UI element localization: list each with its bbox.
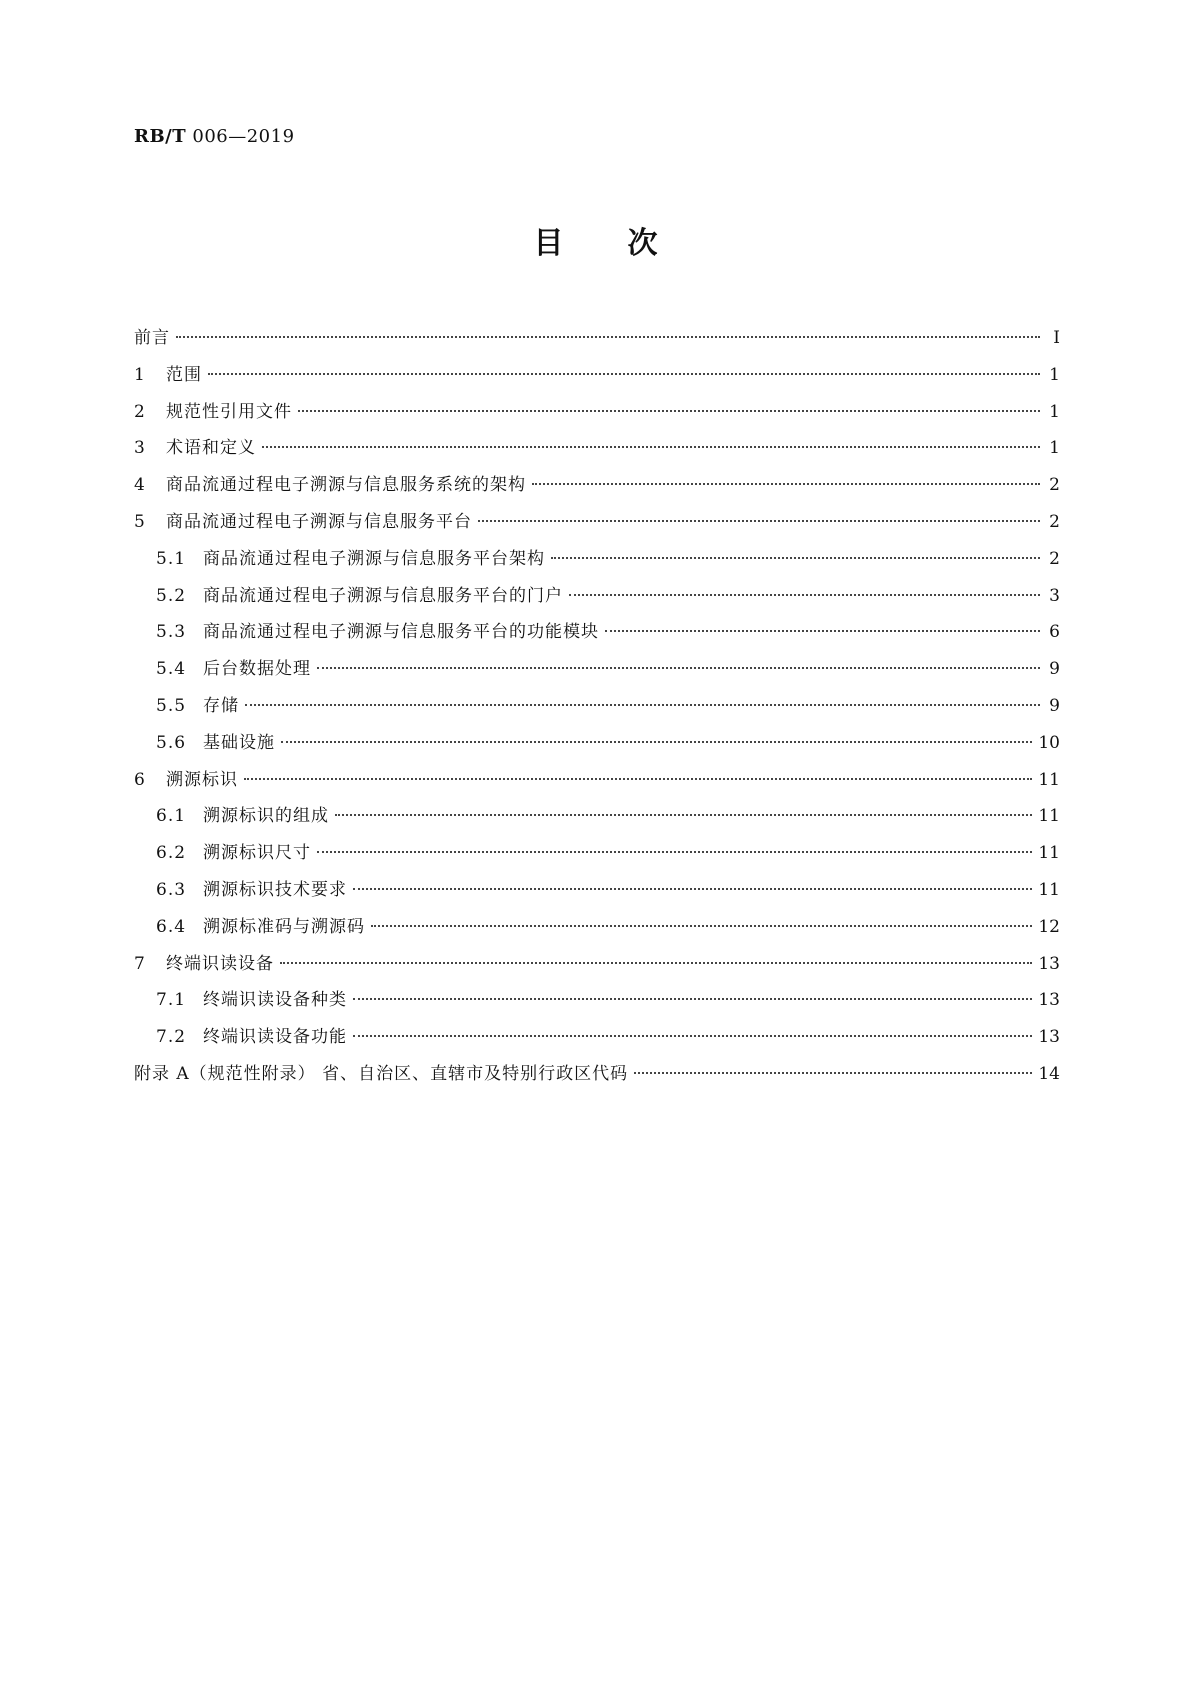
toc-entry-title: 附录 A（规范性附录） 省、自治区、直辖市及特别行政区代码 (134, 1063, 629, 1084)
toc-entry-number: 5.6 (156, 732, 187, 753)
toc-entry[interactable] (134, 547, 1060, 584)
document-code-number: 006—2019 (186, 126, 295, 147)
toc-entry-title: 前言 (134, 328, 170, 348)
toc-entry-row (134, 804, 1060, 828)
toc-dot-leader (551, 556, 1040, 559)
toc-entry-row (134, 841, 1060, 865)
toc-entry-row (134, 878, 1060, 902)
toc-dot-leader (262, 445, 1040, 448)
toc-entry-page: 1 (1049, 438, 1060, 459)
toc-entry-row (134, 988, 1060, 1012)
document-code (134, 126, 295, 147)
toc-entry-number: 6.3 (156, 879, 187, 900)
toc-dot-leader (317, 666, 1040, 669)
toc-entry-title: 商品流通过程电子溯源与信息服务平台的功能模块 (203, 622, 599, 643)
toc-entry-title: 术语和定义 (166, 438, 256, 459)
toc-entry-number: 1 (134, 364, 146, 385)
toc-dot-leader (298, 409, 1040, 412)
toc-dot-leader (532, 482, 1040, 485)
toc-entry-page: 11 (1038, 879, 1060, 900)
toc-entry-page: 2 (1049, 475, 1060, 496)
toc-entry-title: 溯源标识技术要求 (203, 879, 347, 900)
page-title-char-1: 目 (533, 226, 564, 261)
toc-entry[interactable] (134, 694, 1060, 731)
toc-entry-number: 6.1 (156, 806, 187, 827)
toc-entry-number: 5.3 (156, 622, 187, 643)
toc-entry[interactable] (134, 952, 1060, 989)
toc-entry-row (134, 731, 1060, 755)
toc-entry[interactable] (134, 657, 1060, 694)
toc-entry-number: 6.4 (156, 916, 187, 937)
toc-entry-number: 3 (134, 438, 146, 459)
toc-entry-page: 11 (1038, 769, 1060, 790)
toc-entry-page: 6 (1049, 622, 1060, 643)
toc-entry-number: 6.2 (156, 843, 187, 864)
toc-entry-title: 终端识读设备 (166, 953, 274, 974)
toc-dot-leader (317, 850, 1032, 853)
toc-entry-page: 10 (1038, 732, 1060, 753)
toc-entry-page: Ⅰ (1053, 328, 1060, 348)
toc-entry-page: 11 (1038, 806, 1060, 827)
toc-entry[interactable] (134, 1062, 1060, 1099)
toc-dot-leader (245, 703, 1040, 706)
toc-entry-row (134, 363, 1060, 387)
toc-entry[interactable] (134, 878, 1060, 915)
page-title-char-2: 次 (627, 226, 658, 261)
toc-entry-title: 商品流通过程电子溯源与信息服务平台的门户 (203, 585, 563, 606)
toc-dot-leader (634, 1071, 1032, 1074)
toc-entry-page: 13 (1038, 953, 1060, 974)
toc-entry[interactable] (134, 400, 1060, 437)
toc-dot-leader (605, 629, 1040, 632)
toc-entry-number: 4 (134, 475, 146, 496)
toc-entry-page: 3 (1049, 585, 1060, 606)
toc-entry-title: 后台数据处理 (203, 659, 311, 680)
toc-entry-title: 商品流通过程电子溯源与信息服务系统的架构 (166, 475, 526, 496)
toc-entry-number: 7.2 (156, 1027, 187, 1048)
toc-entry-row (134, 510, 1060, 534)
toc-entry[interactable] (134, 1025, 1060, 1062)
toc-dot-leader (353, 997, 1032, 1000)
toc-entry[interactable] (134, 326, 1060, 363)
toc-entry[interactable] (134, 363, 1060, 400)
toc-entry-row (134, 657, 1060, 681)
toc-entry-row (134, 768, 1060, 792)
toc-entry-row (134, 436, 1060, 460)
toc-entry-title: 范围 (166, 364, 202, 385)
toc-entry-title: 溯源标识的组成 (203, 806, 329, 827)
toc-entry-row (134, 1025, 1060, 1049)
toc-entry-number: 5.4 (156, 659, 187, 680)
toc-entry-number: 2 (134, 401, 146, 422)
toc-entry-title: 基础设施 (203, 732, 275, 753)
toc-entry-row (134, 547, 1060, 571)
toc-entry-page: 2 (1049, 511, 1060, 532)
toc-entry-page: 14 (1038, 1063, 1060, 1084)
toc-entry-title: 终端识读设备种类 (203, 990, 347, 1011)
toc-entry-row (134, 915, 1060, 939)
toc-entry-number: 5.5 (156, 695, 187, 716)
document-code-prefix: RB/T (134, 126, 187, 147)
toc-entry-row (134, 952, 1060, 976)
toc-entry-page: 1 (1049, 401, 1060, 422)
toc-entry[interactable] (134, 620, 1060, 657)
toc-dot-leader (244, 777, 1032, 780)
toc-entry[interactable] (134, 988, 1060, 1025)
toc-entry-page: 13 (1038, 1027, 1060, 1048)
toc-entry[interactable] (134, 768, 1060, 805)
toc-entry-page: 9 (1049, 659, 1060, 680)
toc-entry[interactable] (134, 473, 1060, 510)
toc-entry-title: 存储 (203, 695, 239, 716)
toc-entry-page: 12 (1038, 916, 1060, 937)
toc-dot-leader (478, 519, 1040, 522)
toc-entry-title: 溯源标识尺寸 (203, 843, 311, 864)
toc-dot-leader (371, 924, 1032, 927)
toc-entry-number: 7.1 (156, 990, 187, 1011)
toc-entry-number: 5.2 (156, 585, 187, 606)
toc-entry-page: 9 (1049, 695, 1060, 716)
toc-dot-leader (176, 335, 1040, 338)
toc-entry-title: 溯源标识 (166, 769, 238, 790)
toc-entry-row (134, 694, 1060, 718)
toc-entry[interactable] (134, 584, 1060, 621)
toc-dot-leader (353, 887, 1032, 890)
toc-entry-title: 商品流通过程电子溯源与信息服务平台架构 (203, 548, 545, 569)
toc-entry-number: 5.1 (156, 548, 187, 569)
toc-dot-leader (281, 740, 1032, 743)
toc-entry[interactable] (134, 731, 1060, 768)
toc-entry-title: 商品流通过程电子溯源与信息服务平台 (166, 511, 472, 532)
toc-entry-row (134, 1062, 1060, 1086)
toc-entry-number: 6 (134, 769, 146, 790)
toc-entry[interactable] (134, 841, 1060, 878)
toc-entry-row (134, 584, 1060, 608)
page-title (0, 224, 1191, 264)
toc-dot-leader (569, 593, 1040, 596)
toc-entry-number: 7 (134, 953, 146, 974)
toc-entry-row (134, 620, 1060, 644)
toc-entry[interactable] (134, 804, 1060, 841)
toc-entry[interactable] (134, 436, 1060, 473)
toc-entry-row (134, 400, 1060, 424)
toc-entry-row (134, 473, 1060, 497)
toc-entry-page: 11 (1038, 843, 1060, 864)
toc-entry-title: 规范性引用文件 (166, 401, 292, 422)
toc-entry-row (134, 326, 1060, 350)
toc-entry-title: 溯源标准码与溯源码 (203, 916, 365, 937)
toc-dot-leader (208, 372, 1040, 375)
toc-dot-leader (353, 1034, 1032, 1037)
toc-entry-page: 2 (1049, 548, 1060, 569)
toc-entry-page: 1 (1049, 364, 1060, 385)
toc-entry-title: 终端识读设备功能 (203, 1027, 347, 1048)
toc-dot-leader (335, 813, 1032, 816)
toc-dot-leader (280, 961, 1032, 964)
toc-entry[interactable] (134, 510, 1060, 547)
toc-entry-number: 5 (134, 511, 146, 532)
toc-entry[interactable] (134, 915, 1060, 952)
toc-entry-page: 13 (1038, 990, 1060, 1011)
table-of-contents (134, 326, 1060, 1099)
